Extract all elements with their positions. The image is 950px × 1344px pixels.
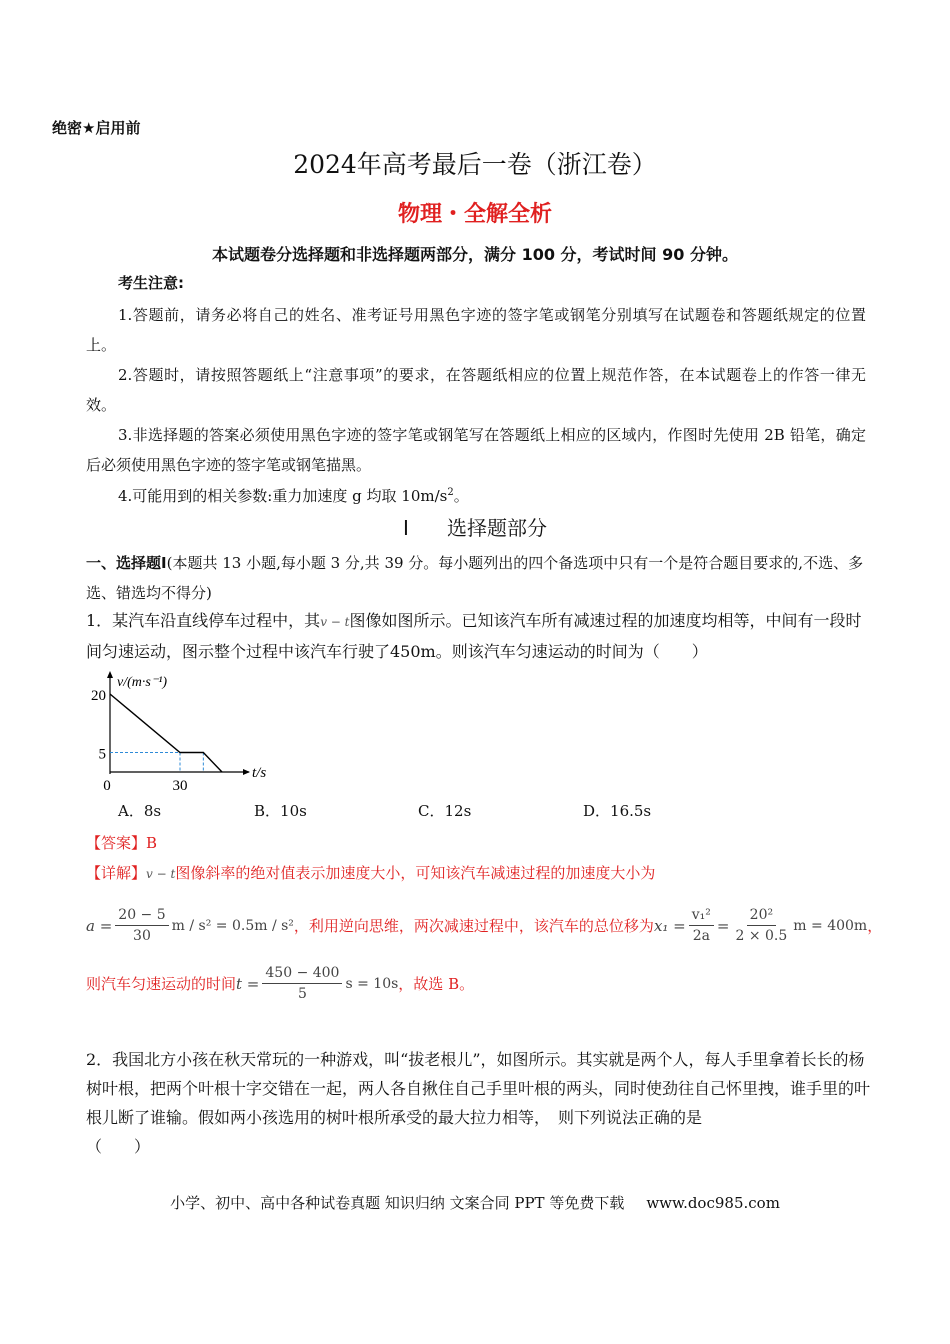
f2-tail: ， <box>867 917 883 935</box>
f1-lhs: a = <box>86 916 113 935</box>
exam-subtitle: 物理・全解全析 <box>397 202 552 227</box>
q2-paren: （ ） <box>86 1137 151 1156</box>
f2-den1: 2a <box>692 928 710 944</box>
f2-frac-1 <box>689 906 714 945</box>
x-tick-label: 30 <box>172 778 188 794</box>
exam-intro: 本试题卷分选择题和非选择题两部分，满分 100 分，考试时间 90 分钟。 <box>212 245 738 264</box>
question-2 <box>86 1045 871 1161</box>
part1-instructions <box>86 548 871 608</box>
section-heading <box>0 512 950 541</box>
y-tick-label: 20 <box>91 688 106 704</box>
f3-num: 450 − 400 <box>262 964 342 984</box>
f3-den: 5 <box>297 986 307 1002</box>
footer-url[interactable]: www.doc985.com <box>646 1194 780 1212</box>
f1-text: ，利用逆向思维，两次减速过程中，该汽车的总位移为 <box>293 917 654 935</box>
vt-graph <box>80 668 280 796</box>
option-c[interactable]: C．12s <box>418 802 472 820</box>
x-tick-label: 0 <box>103 778 111 794</box>
f2-frac-2 <box>732 906 790 945</box>
note-4-sup: 2 <box>447 487 454 498</box>
f3-rhs: s = 10s <box>345 975 399 992</box>
formula-line-1 <box>86 906 882 945</box>
f3-frac <box>262 964 342 1003</box>
page-footer <box>0 1192 950 1213</box>
f2-num1: v₁² <box>689 906 714 926</box>
note-item-4 <box>86 478 866 511</box>
note-item-1 <box>86 300 866 360</box>
f3-lhs: t = <box>236 974 260 993</box>
exam-title: 2024年高考最后一卷（浙江卷） <box>293 150 657 179</box>
option-a[interactable]: A．8s <box>118 802 162 820</box>
detail-text: 图像斜率的绝对值表示加速度大小，可知该汽车减速过程的加速度大小为 <box>175 864 656 882</box>
f3-tail: ，故选 B。 <box>398 975 475 993</box>
section-title: 选择题部分 <box>446 516 547 540</box>
q2-text: 2．我国北方小孩在秋天常玩的一种游戏，叫“拔老根儿”，如图所示。其实就是两个人，每人手里拿着长长的杨树叶根，把两个叶根十字交错在一起，两人各自揪住自己手里叶根的两头，同时使劲往自己怀里拽，谁手里的叶根儿断了谁输。假如两小孩选用的树叶根所承受的最大拉力相等， 则下列说法正确的是 <box>86 1050 871 1127</box>
f1-num: 20 − 5 <box>115 906 168 926</box>
f2-lhs: x₁ = <box>653 916 686 935</box>
option-b[interactable]: B．10s <box>254 802 307 820</box>
f2-num2: 20² <box>747 906 776 926</box>
part1-label: 一、选择题Ⅰ <box>86 554 167 572</box>
x-axis-label: t/s <box>252 765 267 781</box>
footer-text: 小学、初中、高中各种试卷真题 知识归纳 文案合同 PPT 等免费下载 <box>170 1194 625 1212</box>
f2-eq: = <box>716 916 730 935</box>
f3-text: 则汽车匀速运动的时间 <box>86 975 237 993</box>
question-1 <box>86 606 871 666</box>
note-1-text: 1.答题前，请务必将自己的姓名、准考证号用黑色字迹的签字笔或钢笔分别填写在试题卷和答题纸规定的位置上。 <box>86 306 866 354</box>
note-4-text: 4.可能用到的相关参数:重力加速度 g 均取 10m/s <box>118 487 448 505</box>
note-4-end: 。 <box>453 487 469 505</box>
f1-rhs: m / s² = 0.5m / s² <box>171 917 294 934</box>
velocity-line <box>110 694 222 772</box>
note-item-2 <box>86 360 866 420</box>
q1-vt: v − t <box>320 615 350 629</box>
detail-label: 【详解】 <box>86 864 147 882</box>
note-3-text: 3.非选择题的答案必须使用黑色字迹的签字笔或钢笔写在答题纸上相应的区域内，作图时先使用 2B 铅笔，确定后必须使用黑色字迹的签字笔或钢笔描黑。 <box>86 426 866 474</box>
q1-text-a: 1．某汽车沿直线停车过程中，其 <box>86 611 321 630</box>
y-tick-label: 5 <box>98 746 106 763</box>
x-axis-arrow <box>243 769 250 775</box>
part1-desc: (本题共 13 小题,每小题 3 分,共 39 分。每小题列出的四个备选项中只有一个是符合题目要求的,不选、多选、错选均不得分) <box>86 554 864 602</box>
y-axis-label: v/(m·s⁻¹) <box>117 675 168 690</box>
f1-frac <box>115 906 168 945</box>
section-roman: Ⅰ <box>403 516 409 540</box>
f2-den2: 2 × 0.5 <box>735 928 788 944</box>
q1-text-b: 图像如图所示。已知该汽车所有减速过程的加速度均相等，中间有一段时间匀速运动，图示整个过程中该汽车行驶了450m。则该汽车匀速运动的时间为（ ） <box>86 611 862 661</box>
formula-line-2 <box>86 964 474 1003</box>
y-axis-arrow <box>107 671 113 678</box>
q1-answer: 【答案】B <box>86 834 158 852</box>
f1-den: 30 <box>133 928 151 944</box>
q1-detail <box>86 862 655 883</box>
note-2-text: 2.答题时，请按照答题纸上“注意事项”的要求，在答题纸相应的位置上规范作答，在本试题卷上的作答一律无效。 <box>86 366 866 414</box>
option-d[interactable]: D．16.5s <box>583 802 652 820</box>
detail-vt: v − t <box>146 867 176 881</box>
confidential-mark: 绝密★启用前 <box>52 119 141 137</box>
note-item-3 <box>86 420 866 480</box>
f2-rhs: m = 400m <box>793 917 868 934</box>
notes-heading: 考生注意: <box>118 274 184 292</box>
